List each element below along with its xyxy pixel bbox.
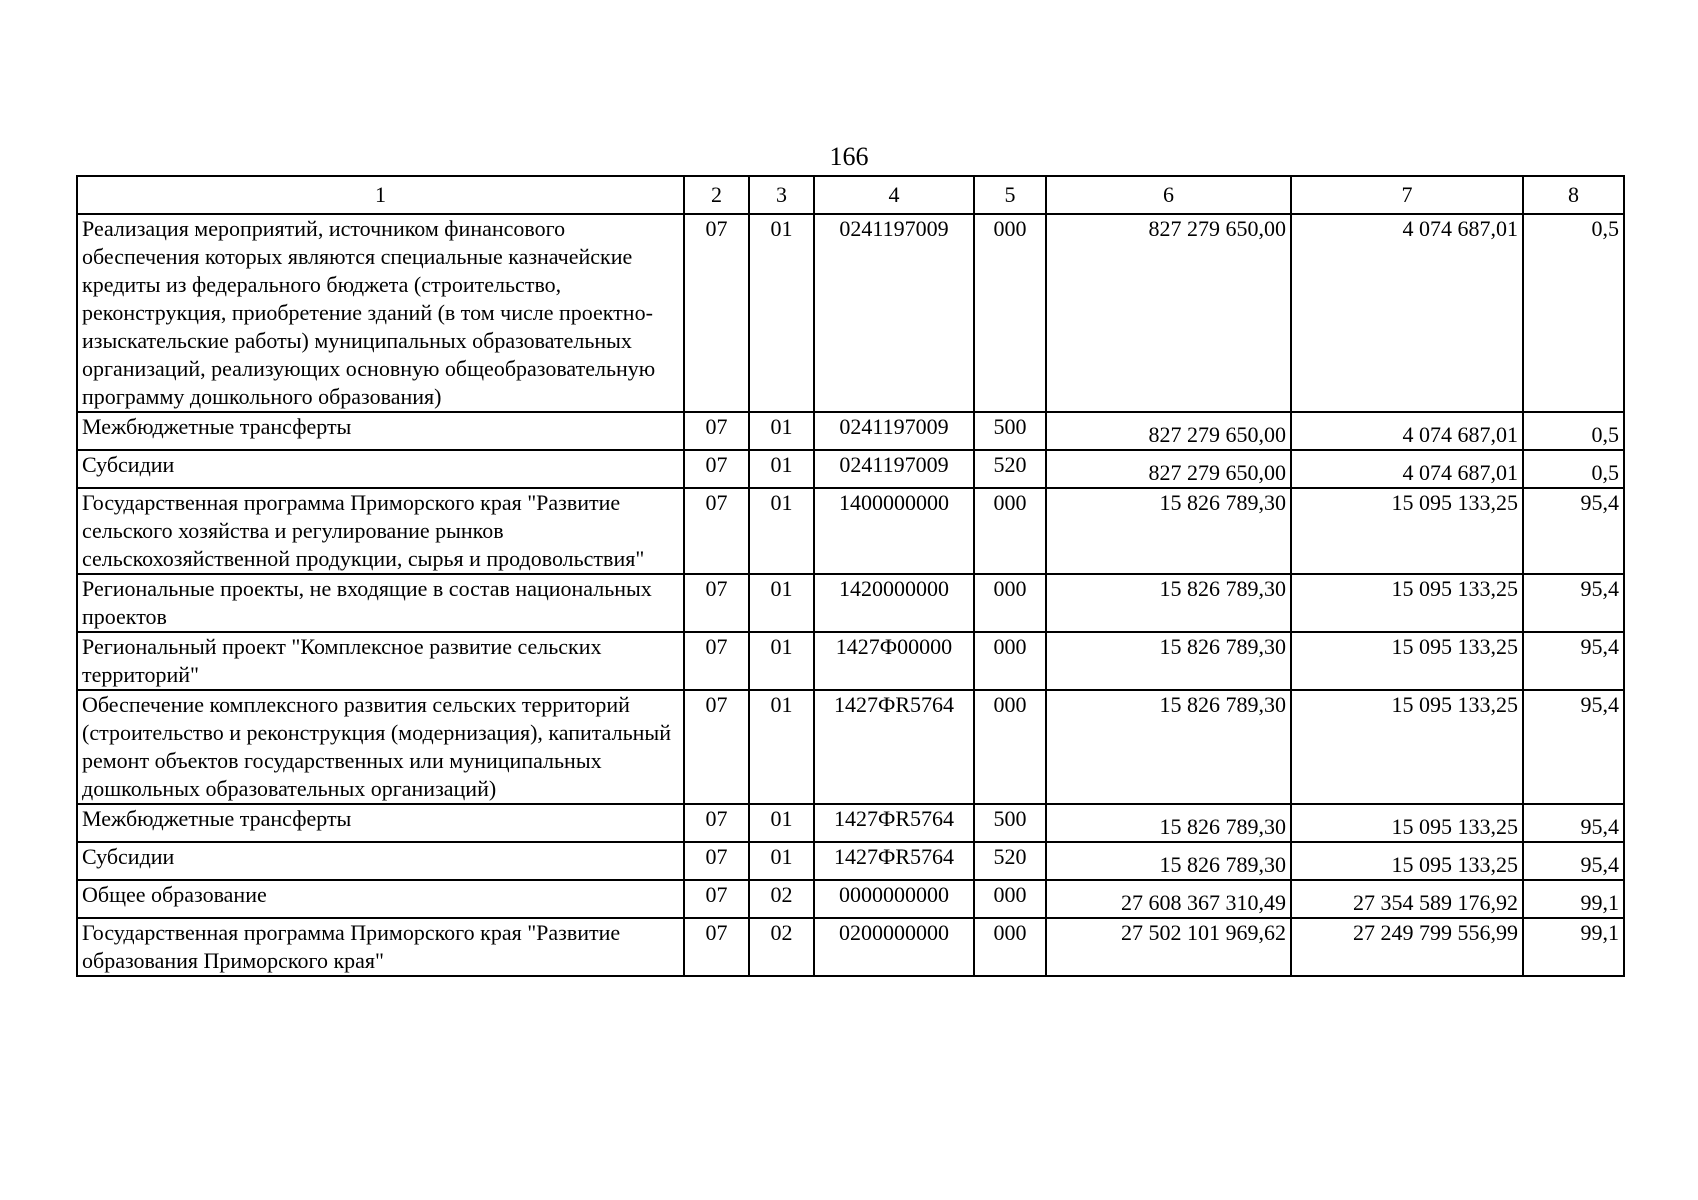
row-expense-type: 000 — [974, 918, 1046, 976]
row-executed: 15 095 133,25 — [1291, 690, 1523, 804]
row-section: 07 — [684, 450, 749, 488]
row-subsection: 02 — [749, 918, 814, 976]
row-planned: 15 826 789,30 — [1046, 842, 1291, 880]
row-executed: 27 249 799 556,99 — [1291, 918, 1523, 976]
row-expense-type: 500 — [974, 412, 1046, 450]
row-name: Межбюджетные трансферты — [77, 804, 684, 842]
row-section: 07 — [684, 842, 749, 880]
row-subsection: 01 — [749, 842, 814, 880]
row-name: Обеспечение комплексного развития сельских территорий (строительство и реконструкция (модернизация), капитальный ремонт объектов государственных или муниципальных дошкольных образовательных организаций) — [77, 690, 684, 804]
row-target-code: 0241197009 — [814, 412, 974, 450]
row-percent: 95,4 — [1523, 690, 1624, 804]
row-name: Межбюджетные трансферты — [77, 412, 684, 450]
row-expense-type: 520 — [974, 842, 1046, 880]
row-planned: 827 279 650,00 — [1046, 412, 1291, 450]
row-expense-type: 000 — [974, 214, 1046, 412]
table-row — [77, 842, 1624, 880]
row-section: 07 — [684, 632, 749, 690]
table-row — [77, 918, 1624, 976]
row-planned: 27 502 101 969,62 — [1046, 918, 1291, 976]
row-target-code: 0200000000 — [814, 918, 974, 976]
row-target-code: 0241197009 — [814, 450, 974, 488]
row-expense-type: 520 — [974, 450, 1046, 488]
row-executed: 4 074 687,01 — [1291, 412, 1523, 450]
row-executed: 4 074 687,01 — [1291, 450, 1523, 488]
row-expense-type: 000 — [974, 632, 1046, 690]
row-target-code: 1427ФR5764 — [814, 690, 974, 804]
row-section: 07 — [684, 880, 749, 918]
row-planned: 15 826 789,30 — [1046, 804, 1291, 842]
row-percent: 0,5 — [1523, 450, 1624, 488]
table-row — [77, 488, 1624, 574]
row-name: Субсидии — [77, 842, 684, 880]
row-executed: 15 095 133,25 — [1291, 842, 1523, 880]
row-expense-type: 000 — [974, 880, 1046, 918]
table-row — [77, 214, 1624, 412]
row-name: Реализация мероприятий, источником финансового обеспечения которых являются специальные казначейские кредиты из федерального бюджета (строительство, реконструкция, приобретение зданий (в том числе проектно-изыскательские работы) муниципальных образовательных организаций, реализующих основную общеобразовательную программу дошкольного образования) — [77, 214, 684, 412]
row-subsection: 01 — [749, 632, 814, 690]
row-section: 07 — [684, 488, 749, 574]
row-subsection: 01 — [749, 804, 814, 842]
row-subsection: 02 — [749, 880, 814, 918]
row-expense-type: 500 — [974, 804, 1046, 842]
table-row — [77, 804, 1624, 842]
row-planned: 827 279 650,00 — [1046, 214, 1291, 412]
row-percent: 0,5 — [1523, 412, 1624, 450]
col-header-7: 7 — [1291, 176, 1523, 214]
page-number: 166 — [829, 142, 869, 171]
row-expense-type: 000 — [974, 488, 1046, 574]
table-row — [77, 632, 1624, 690]
row-section: 07 — [684, 574, 749, 632]
row-name: Государственная программа Приморского края "Развитие сельского хозяйства и регулирование рынков сельскохозяйственной продукции, сырья и продовольствия" — [77, 488, 684, 574]
row-subsection: 01 — [749, 574, 814, 632]
table-row — [77, 690, 1624, 804]
col-header-8: 8 — [1523, 176, 1624, 214]
row-percent: 95,4 — [1523, 804, 1624, 842]
row-percent: 0,5 — [1523, 214, 1624, 412]
row-executed: 15 095 133,25 — [1291, 488, 1523, 574]
col-header-5: 5 — [974, 176, 1046, 214]
row-subsection: 01 — [749, 412, 814, 450]
row-planned: 15 826 789,30 — [1046, 574, 1291, 632]
row-subsection: 01 — [749, 214, 814, 412]
header-row — [77, 176, 1624, 214]
row-subsection: 01 — [749, 690, 814, 804]
row-section: 07 — [684, 804, 749, 842]
row-name: Государственная программа Приморского края "Развитие образования Приморского края" — [77, 918, 684, 976]
row-section: 07 — [684, 918, 749, 976]
row-planned: 27 608 367 310,49 — [1046, 880, 1291, 918]
row-target-code: 0241197009 — [814, 214, 974, 412]
row-executed: 15 095 133,25 — [1291, 574, 1523, 632]
table-row — [77, 412, 1624, 450]
col-header-6: 6 — [1046, 176, 1291, 214]
row-executed: 27 354 589 176,92 — [1291, 880, 1523, 918]
col-header-4: 4 — [814, 176, 974, 214]
row-target-code: 1400000000 — [814, 488, 974, 574]
row-section: 07 — [684, 412, 749, 450]
row-executed: 15 095 133,25 — [1291, 804, 1523, 842]
row-percent: 95,4 — [1523, 842, 1624, 880]
row-target-code: 0000000000 — [814, 880, 974, 918]
row-target-code: 1420000000 — [814, 574, 974, 632]
row-name: Общее образование — [77, 880, 684, 918]
row-section: 07 — [684, 690, 749, 804]
row-name: Субсидии — [77, 450, 684, 488]
row-percent: 95,4 — [1523, 488, 1624, 574]
row-name: Региональные проекты, не входящие в состав национальных проектов — [77, 574, 684, 632]
table-row — [77, 450, 1624, 488]
row-name: Региональный проект "Комплексное развитие сельских территорий" — [77, 632, 684, 690]
row-executed: 15 095 133,25 — [1291, 632, 1523, 690]
row-percent: 95,4 — [1523, 632, 1624, 690]
row-section: 07 — [684, 214, 749, 412]
budget-table — [76, 175, 1625, 977]
row-target-code: 1427ФR5764 — [814, 842, 974, 880]
row-percent: 99,1 — [1523, 918, 1624, 976]
table-row — [77, 880, 1624, 918]
row-expense-type: 000 — [974, 574, 1046, 632]
row-planned: 15 826 789,30 — [1046, 488, 1291, 574]
col-header-1: 1 — [77, 176, 684, 214]
row-planned: 15 826 789,30 — [1046, 632, 1291, 690]
row-planned: 15 826 789,30 — [1046, 690, 1291, 804]
col-header-3: 3 — [749, 176, 814, 214]
row-expense-type: 000 — [974, 690, 1046, 804]
row-subsection: 01 — [749, 488, 814, 574]
table-row — [77, 574, 1624, 632]
row-target-code: 1427Ф00000 — [814, 632, 974, 690]
col-header-2: 2 — [684, 176, 749, 214]
row-percent: 95,4 — [1523, 574, 1624, 632]
row-percent: 99,1 — [1523, 880, 1624, 918]
row-executed: 4 074 687,01 — [1291, 214, 1523, 412]
row-subsection: 01 — [749, 450, 814, 488]
row-planned: 827 279 650,00 — [1046, 450, 1291, 488]
row-target-code: 1427ФR5764 — [814, 804, 974, 842]
